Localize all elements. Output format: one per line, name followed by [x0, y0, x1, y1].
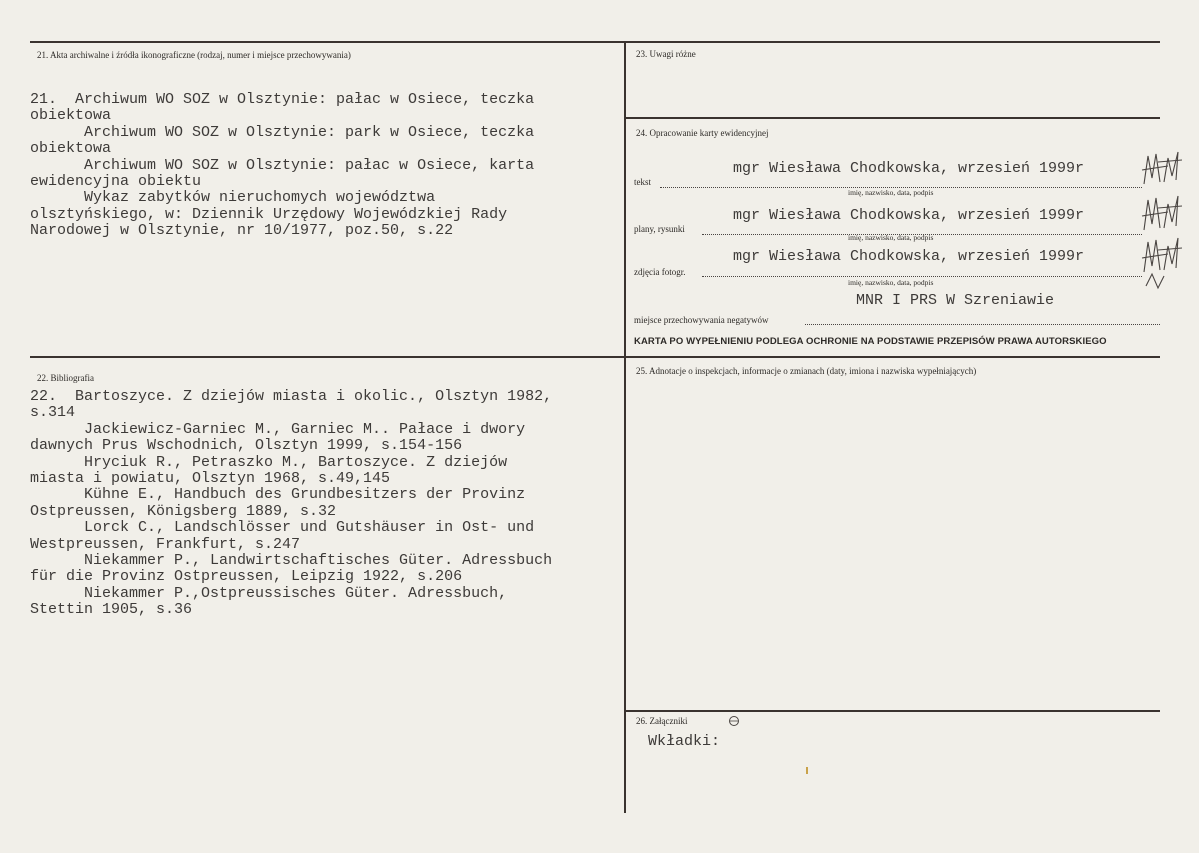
negatives-value: MNR I PRS W Szreniawie — [856, 292, 1055, 309]
section22-text: 22. Bartoszyce. Z dziejów miasta i okolic., Olsztyn 1982, s.314 Jackiewicz-Garniec M., Garniec M.. Pałace i dwory dawnych Prus Wschodnich, Olsztyn 1999, s.154-156 Hryciuk R., Petraszko M., Bartoszyce. Z dziejów miasta i powiatu, Olsztyn 1968, s.49,145 Kühne E., Handbuch des Grundbesitzers der Provinz Ostpreussen, Königsberg 1889, s.32 Lorck C., Landschlösser und Gutshäuser in Ost- und Westpreussen, Frankfurt, s.247 Niekammer P., Landwirtschaftisches Güter. Adressbuch für die Provinz Ostpreussen, Leipzig 1922, s.206 Niekammer P.,Ostpreussisches Güter. Adressbuch, Stettin 1905, s.36 — [30, 388, 553, 619]
ink-mark — [804, 766, 810, 776]
section26-label: 26. Załączniki — [636, 716, 688, 726]
author-photos-value: mgr Wiesława Chodkowska, wrzesień 1999r — [733, 248, 1085, 265]
section23-label: 23. Uwagi różne — [636, 49, 696, 59]
section26-divider — [624, 710, 1160, 712]
signature-mark — [1138, 192, 1186, 234]
signature-mark — [1138, 232, 1186, 292]
author-text-value: mgr Wiesława Chodkowska, wrzesień 1999r — [733, 160, 1085, 177]
author-plans-value: mgr Wiesława Chodkowska, wrzesień 1999r — [733, 207, 1085, 224]
top-border — [30, 41, 1160, 43]
section21-label: 21. Akta archiwalne i źródła ikonograficzne (rodzaj, numer i miejsce przechowywania) — [37, 50, 351, 60]
negatives-label: miejsce przechowywania negatywów — [634, 315, 769, 325]
section21-text: 21. Archiwum WO SOZ w Olsztynie: pałac w Osiece, teczka obiektowa Archiwum WO SOZ w Olsztynie: park w Osiece, teczka obiektowa Archiwum WO SOZ w Olsztynie: pałac w Osiece, karta ewidencyjna obiektu Wykaz zabytków nieruchomych województwa olsztyńskiego, w: Dziennik Urzędowy Wojewódzkiej Rady Narodowej w Olsztynie, nr 10/1977, poz.50, s.22 — [30, 91, 535, 240]
row-sub-label: imię, nazwisko, data, podpis — [848, 233, 934, 242]
row-sub-label: imię, nazwisko, data, podpis — [848, 278, 934, 287]
dotted-line — [702, 276, 1142, 277]
row-label-photos: zdjęcia fotogr. — [634, 267, 686, 277]
middle-divider — [30, 356, 1160, 358]
copyright-notice: KARTA PO WYPEŁNIENIU PODLEGA OCHRONIE NA PODSTAWIE PRZEPISÓW PRAWA AUTORSKIEGO — [634, 336, 1107, 347]
section22-label: 22. Bibliografia — [37, 373, 94, 383]
row-label-text: tekst — [634, 177, 651, 187]
row-sub-label: imię, nazwisko, data, podpis — [848, 188, 934, 197]
center-divider — [624, 41, 626, 813]
section23-divider — [624, 117, 1160, 119]
section24-label: 24. Opracowanie karty ewidencyjnej — [636, 128, 769, 138]
row-label-plans: plany, rysunki — [634, 224, 685, 234]
stamp-mark — [727, 714, 741, 728]
signature-mark — [1138, 148, 1186, 188]
section26-text: Wkładki: — [648, 733, 721, 750]
dotted-line — [805, 324, 1160, 325]
section25-label: 25. Adnotacje o inspekcjach, informacje o zmianach (daty, imiona i nazwiska wypełniających) — [636, 366, 977, 376]
